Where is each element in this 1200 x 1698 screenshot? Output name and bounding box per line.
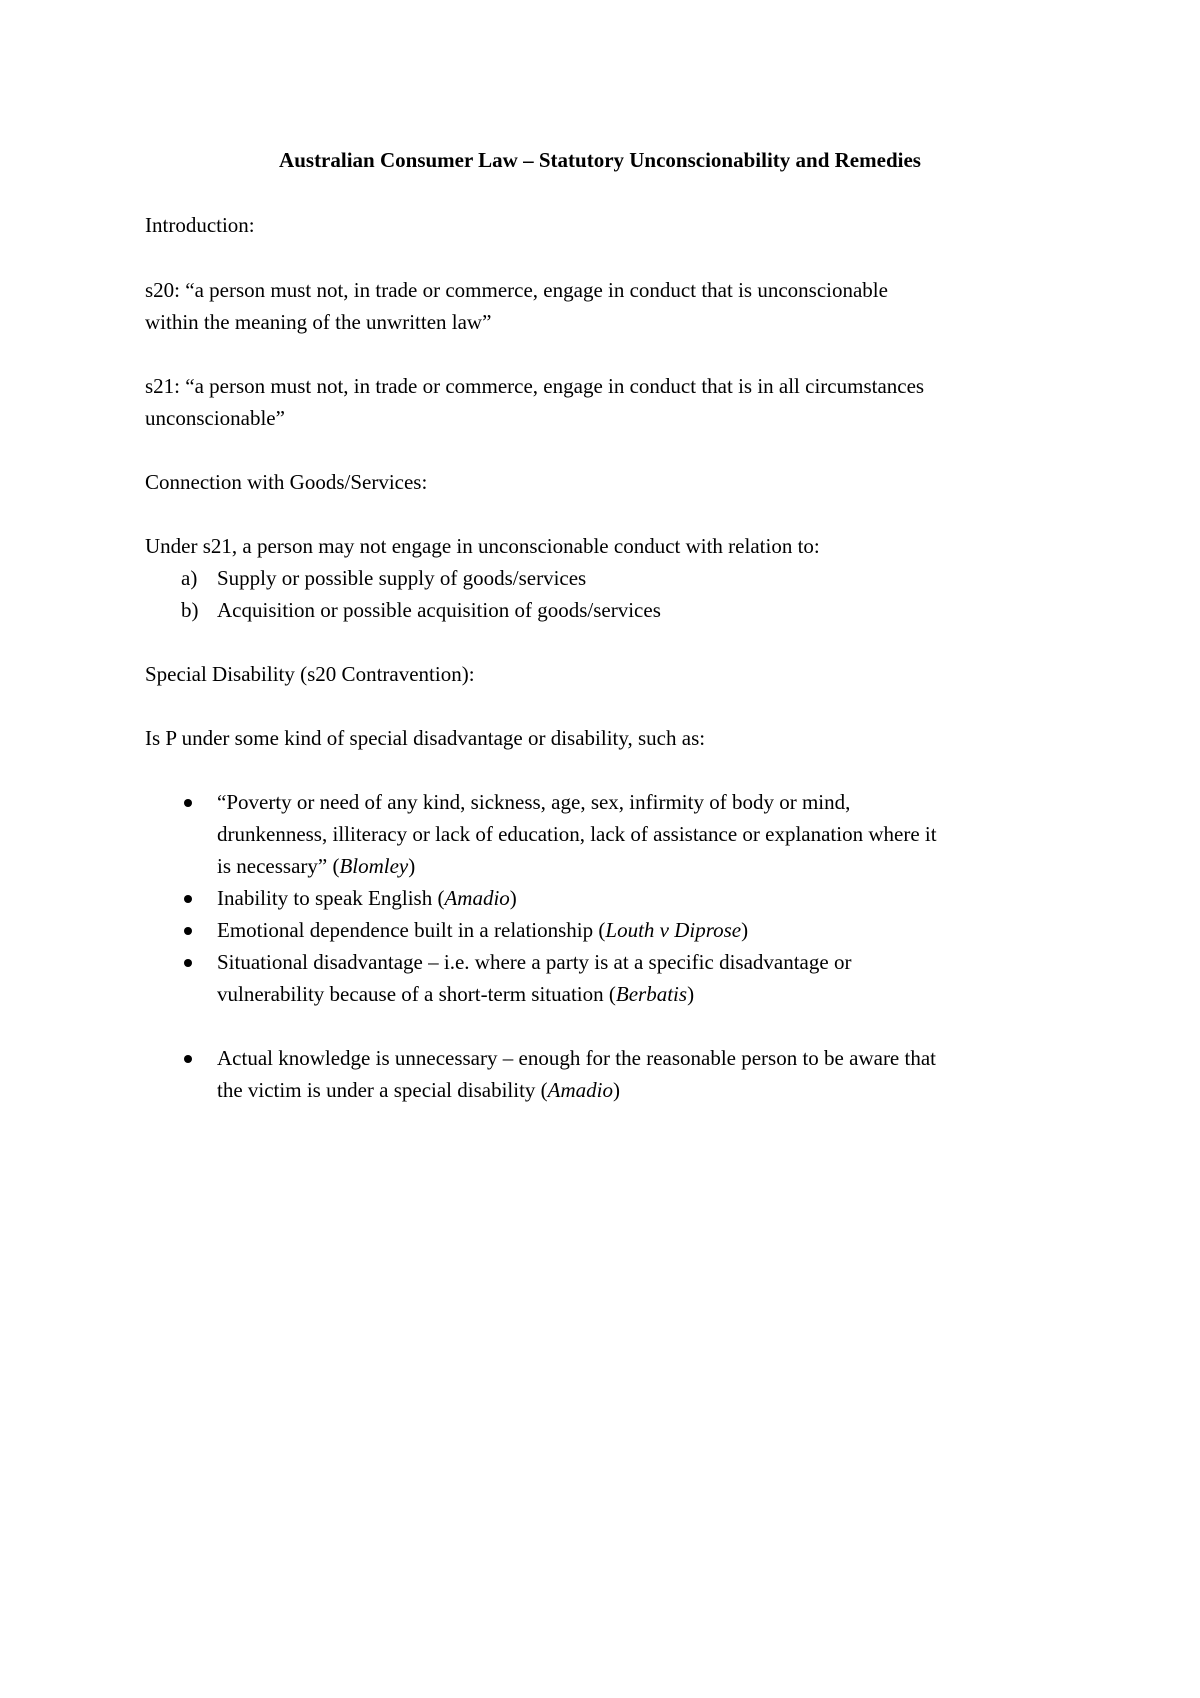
bullet-icon xyxy=(184,927,192,935)
bullet-1-line-2: drunkenness, illiteracy or lack of education, lack of assistance or explanation where it xyxy=(217,822,937,846)
bullet-icon xyxy=(184,959,192,967)
alpha-list-item: Acquisition or possible acquisition of goods/services xyxy=(217,598,661,622)
case-name: Berbatis xyxy=(615,982,688,1006)
bullet-4-line-2 xyxy=(217,978,694,1010)
bullet-icon xyxy=(184,799,192,807)
bullet-5-text: the victim is under a special disability ( xyxy=(217,1078,548,1102)
s21-line-2: unconscionable” xyxy=(145,406,285,430)
s21-line-1: s21: “a person must not, in trade or commerce, engage in conduct that is in all circumstances xyxy=(145,374,925,398)
document-title: Australian Consumer Law – Statutory Unconscionability and Remedies xyxy=(279,148,921,172)
bullet-5-line-2 xyxy=(217,1074,620,1106)
connection-heading: Connection with Goods/Services: xyxy=(145,470,428,494)
special-disability-question: Is P under some kind of special disadvantage or disability, such as: xyxy=(145,726,706,750)
bullet-1-line-1: “Poverty or need of any kind, sickness, age, sex, infirmity of body or mind, xyxy=(217,790,851,814)
bullet-2-text: Inability to speak English ( xyxy=(217,886,445,910)
under-s21-text: Under s21, a person may not engage in unconscionable conduct with relation to: xyxy=(145,534,820,558)
case-name: Amadio xyxy=(547,1078,613,1102)
bullet-3-text: Emotional dependence built in a relationship ( xyxy=(217,918,606,942)
bullet-4-line-1: Situational disadvantage – i.e. where a party is at a specific disadvantage or xyxy=(217,950,852,974)
special-disability-heading: Special Disability (s20 Contravention): xyxy=(145,662,475,686)
bullet-2 xyxy=(217,882,517,914)
bullet-3 xyxy=(217,914,748,946)
bullet-5-close: ) xyxy=(613,1078,620,1102)
bullet-2-close: ) xyxy=(509,886,517,910)
bullet-1-close: ) xyxy=(408,854,416,878)
alpha-list-marker: b) xyxy=(181,598,199,622)
bullet-4-close: ) xyxy=(687,982,695,1006)
bullet-icon xyxy=(184,895,192,903)
alpha-list-item: Supply or possible supply of goods/services xyxy=(217,566,587,590)
bullet-1-text: is necessary” ( xyxy=(217,854,340,878)
case-name: Louth v Diprose xyxy=(605,918,742,942)
case-name: Blomley xyxy=(339,854,409,878)
case-name: Amadio xyxy=(444,886,510,910)
bullet-icon xyxy=(184,1055,192,1063)
introduction-heading: Introduction: xyxy=(145,213,255,237)
bullet-5-line-1: Actual knowledge is unnecessary – enough for the reasonable person to be aware that xyxy=(217,1046,936,1070)
alpha-list-marker: a) xyxy=(181,566,198,590)
bullet-1-line-3 xyxy=(217,850,415,882)
bullet-4-text: vulnerability because of a short-term situation ( xyxy=(217,982,616,1006)
s20-line-1: s20: “a person must not, in trade or commerce, engage in conduct that is unconscionable xyxy=(145,278,888,302)
bullet-3-close: ) xyxy=(741,918,749,942)
s20-line-2: within the meaning of the unwritten law” xyxy=(145,310,492,334)
